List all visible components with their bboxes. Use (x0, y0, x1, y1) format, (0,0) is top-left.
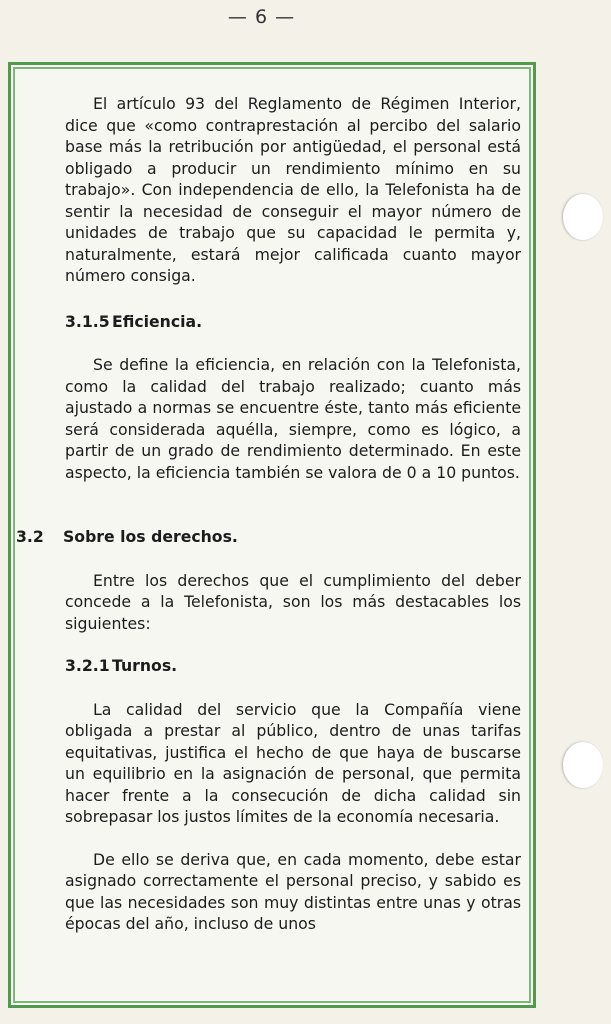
document-body (16, 93, 521, 935)
spacer (65, 548, 521, 570)
spacer (65, 332, 521, 354)
spacer (65, 287, 521, 311)
section-315-paragraph: Se define la eficiencia, en relación con la Telefonista, como la calidad del trabajo realizado; cuanto más ajustado a normas se encuentre éste, tanto más eficiente será considerada aquélla, siempre, como es lógico, a partir de un grado de rendimiento determinado. En este aspecto, la eficiencia también se valora de 0 a 10 puntos. (65, 355, 521, 482)
section-32-paragraph: Entre los derechos que el cumplimiento del deber concede a la Telefonista, son los más destacables los siguientes: (65, 570, 521, 633)
section-315-number: 3.1.5 (65, 311, 110, 331)
punch-hole-icon (563, 742, 603, 788)
spacer (65, 677, 521, 699)
section-321-paragraph-1: La calidad del servicio que la Compañía viene obligada a prestar al público, dentro de unas tarifas equitativas, justifica el hecho de que haya de buscarse un equilibrio en la asignación de personal, que permita hacer frente a la consecución de dicha calidad sin sobrepasar los justos límites de la economía necesaria. (65, 699, 521, 826)
section-315-heading (65, 311, 521, 333)
punch-hole-icon (563, 194, 603, 240)
spacer (65, 634, 521, 655)
spacer (65, 828, 521, 849)
intro-paragraph: El artículo 93 del Reglamento de Régimen Interior, dice que «como contraprestación al percibo del salario base más la retribución por antigüedad, el personal está obligado a producir un rendimiento mínimo en su trabajo». Con independencia de ello, la Telefonista ha de sentir la necesidad de conseguir el mayor número de unidades de trabajo que su capacidad le permita y, naturalmente, estará mejor calificada cuanto mayor número consiga. (65, 94, 521, 285)
section-321-title: Turnos. (112, 656, 178, 675)
spacer (65, 483, 521, 526)
section-321-number: 3.2.1 (65, 656, 110, 675)
section-321-heading (65, 655, 521, 677)
section-32-number: 3.2 (16, 527, 44, 546)
section-321-paragraph-2: De ello se deriva que, en cada momento, debe estar asignado correctamente el personal preciso, y sabido es que las necesidades son muy distintas entre unas y otras épocas del año, incluso de unos (65, 849, 521, 933)
section-315-title: Eficiencia. (112, 311, 203, 331)
section-32-title: Sobre los derechos. (63, 527, 238, 546)
section-32-heading (16, 526, 521, 548)
page-number: — 6 — (227, 6, 296, 28)
